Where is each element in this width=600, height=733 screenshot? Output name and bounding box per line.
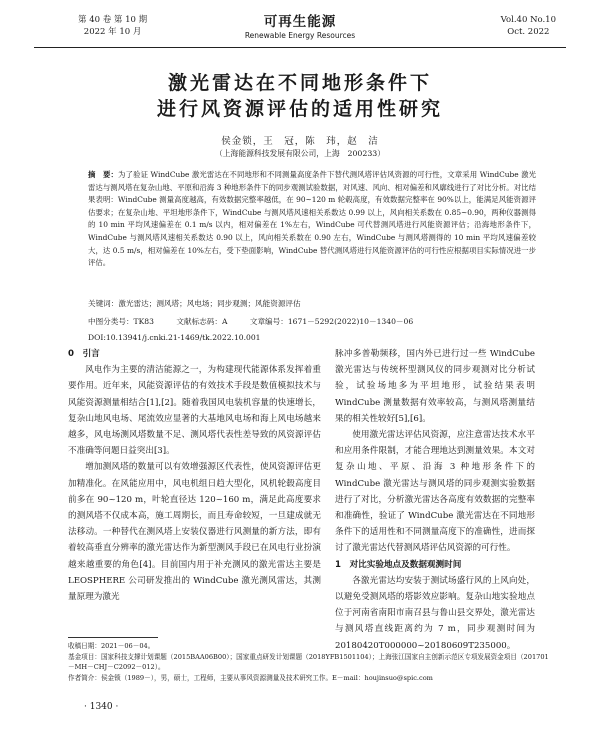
paragraph: 风电作为主要的清洁能源之一，为构建现代能源体系发挥着重要作用。近年来，风能资源评估的有效技术手段是数值模拟技术与风能资源测量相结合[1],[2]。随着我国风电装机容量的快速增长，复杂山地风电场、尾流效应显著的大基地风电场和海上风电场越来越多，风电场测风塔数量不足、测风塔代表性差导致的风资源评估不准确等问题日益突出[3]。 bbox=[68, 365, 321, 457]
page-number: · 1340 · bbox=[84, 702, 119, 712]
abstract bbox=[88, 169, 536, 270]
paragraph: 脉冲多普勒频移，国内外已进行过一些 WindCube 激光雷达与传统杯型测风仪的同步观测对比分析试验，试验场地多为平坦地形，试验结果表明 WindCube 测量数据有效率较高，与测风塔测量结果的相关性较好[5],[6]。 bbox=[335, 349, 535, 424]
paragraph: 增加测风塔的数量可以有效增强源区代表性，使风资源评估更加精准化。在风能应用中，风电机组日趋大型化，风机轮毂高度目前多在 90~120 m，叶轮直径达 120~160 m，满足此高度要求的测风塔不仅成本高，施工周期长，而且寿命较短，一旦建成就无法移动。一种替代在测风塔上安装仪器进行风测量的新方法，即有着较高垂直分辨率的激光雷达作为新型测风手段已在风电行业扮演越来越重要的角色[4]。目前国内用于补充测风的激光雷达主要是 LEOSPHERE 公司研发推出的 WindCube 激光测风雷达，其测量原理为激光 bbox=[68, 462, 321, 603]
document-code: 文献标志码：A bbox=[176, 317, 228, 326]
clc-number: 中图分类号：TK83 bbox=[88, 317, 154, 326]
footnote-fund: 基金项目：国家科技支撑计划课题（2015BAA06B00）；国家重点研发计划课题（2018YFB1501104）；上海张江国家自主创新示范区专项发展资金项目（201701－MH－CHJ－C2092－012）。 bbox=[68, 652, 549, 672]
title-line-2: 进行风资源评估的适用性研究 bbox=[156, 98, 443, 120]
classification bbox=[88, 316, 536, 328]
date-en: Oct. 2022 bbox=[507, 27, 550, 37]
paragraph: 各激光雷达均安装于测试场盛行风的上风向处，以避免受测风塔的塔影效应影响。复杂山地实验地点位于河南省南阳市南召县与鲁山县交界处，激光雷达与测风塔直线距离约为 7 m，同步观测时间为 20180420T000000~20180609T235000。 bbox=[335, 575, 535, 651]
footnote-rule bbox=[68, 637, 158, 638]
paragraph: 使用激光雷达评估风资源，应注意雷达技术水平和应用条件限制，才能合理地达到测量效果。本文对复杂山地、平原、沿海 3 种地形条件下的 WindCube 激光雷达与测风塔的同步观测实验数据进行了对比，分析激光雷达各高度有效数据的完整率和准确性，验证了 WindCube 激光雷达在不同地形条件下的适用性和不同测量高度下的准确性，进而探讨了激光雷达代替测风塔评估风资源的可行性。 bbox=[335, 430, 535, 554]
abstract-text: 为了验证 WindCube 激光雷达在不同地形和不同测量高度条件下替代测风塔评估风资源的可行性，文章采用 WindCube 激光雷达与测风塔在复杂山地、平原和沿海 3 种地形条件下的同步观测试验数据，对风速、风向、相对偏差和风廓线进行了对比分析。对比结果表明：WindCube 测量高度越高，有效数据完整率越低，在 90~120 m 轮毂高度，有效数据完整率在 90%以上，能满足风能资源评估要求；在复杂山地、平坦地形条件下，WindCube 与测风塔风速相关系数达 0.99 以上，风向相关系数在 0.85~0.90，两种仪器测得的 10 min 平均风速偏差在 0.1 m/s 以内，相对偏差在 1%左右，WindCube 可代替测风塔进行风能资源评估；沿海地形条件下，WindCube 与测风塔风速相关系数达 0.90 以上，风向相关系数在 0.90 左右，WindCube 与测风塔测得的 10 min 平均风速偏差较大，达 0.5 m/s，相对偏差在 10%左右，受下垫面影响，WindCube 替代测风塔进行风能资源评估的可行性应根据项目实际情况进一步评估。 bbox=[88, 170, 536, 268]
keywords-text: 激光雷达；测风塔；风电场；同步观测；风能资源评估 bbox=[118, 299, 301, 308]
keywords-label: 关键词： bbox=[88, 299, 119, 308]
date-cn: 2022 年 10 月 bbox=[83, 27, 142, 37]
abstract-label: 摘 要： bbox=[88, 170, 119, 179]
footnote-author: 作者简介：侯金锁（1989－），男，硕士，工程师，主要从事风资源测量及技术研究工作。E－mail：houjinsuo@spic.com bbox=[68, 673, 433, 682]
body-column-left bbox=[68, 346, 321, 605]
header-rule bbox=[34, 47, 566, 48]
article-number: 文章编号：1671－5292(2022)10－1340－06 bbox=[249, 317, 414, 326]
title-line-1: 激光雷达在不同地形条件下 bbox=[167, 72, 432, 94]
section-heading-1: 1 对比实验地点及数据观测时间 bbox=[335, 559, 462, 570]
footnote-received: 收稿日期：2021－06－04。 bbox=[68, 642, 155, 650]
footnotes bbox=[68, 641, 554, 683]
journal-name bbox=[34, 14, 566, 41]
affiliation: （上海能源科技发展有限公司，上海 200233） bbox=[214, 149, 386, 158]
section-heading-intro: 0 引言 bbox=[68, 349, 100, 359]
doi[interactable]: DOI:10.13941/j.cnki.21-1469/tk.2022.10.001 bbox=[88, 333, 261, 342]
keywords bbox=[88, 298, 536, 310]
paper-title bbox=[0, 70, 600, 122]
journal-cn: 可再生能源 bbox=[263, 14, 337, 30]
journal-en: Renewable Energy Resources bbox=[244, 31, 356, 40]
body-column-right bbox=[335, 346, 535, 654]
issue-cn: 第 40 卷 第 10 期 bbox=[78, 15, 148, 25]
issue-info-en bbox=[501, 14, 556, 38]
vol-en: Vol.40 No.10 bbox=[500, 15, 556, 25]
authors: 侯金锁，王 冠，陈 玮，赵 洁 bbox=[221, 136, 379, 147]
